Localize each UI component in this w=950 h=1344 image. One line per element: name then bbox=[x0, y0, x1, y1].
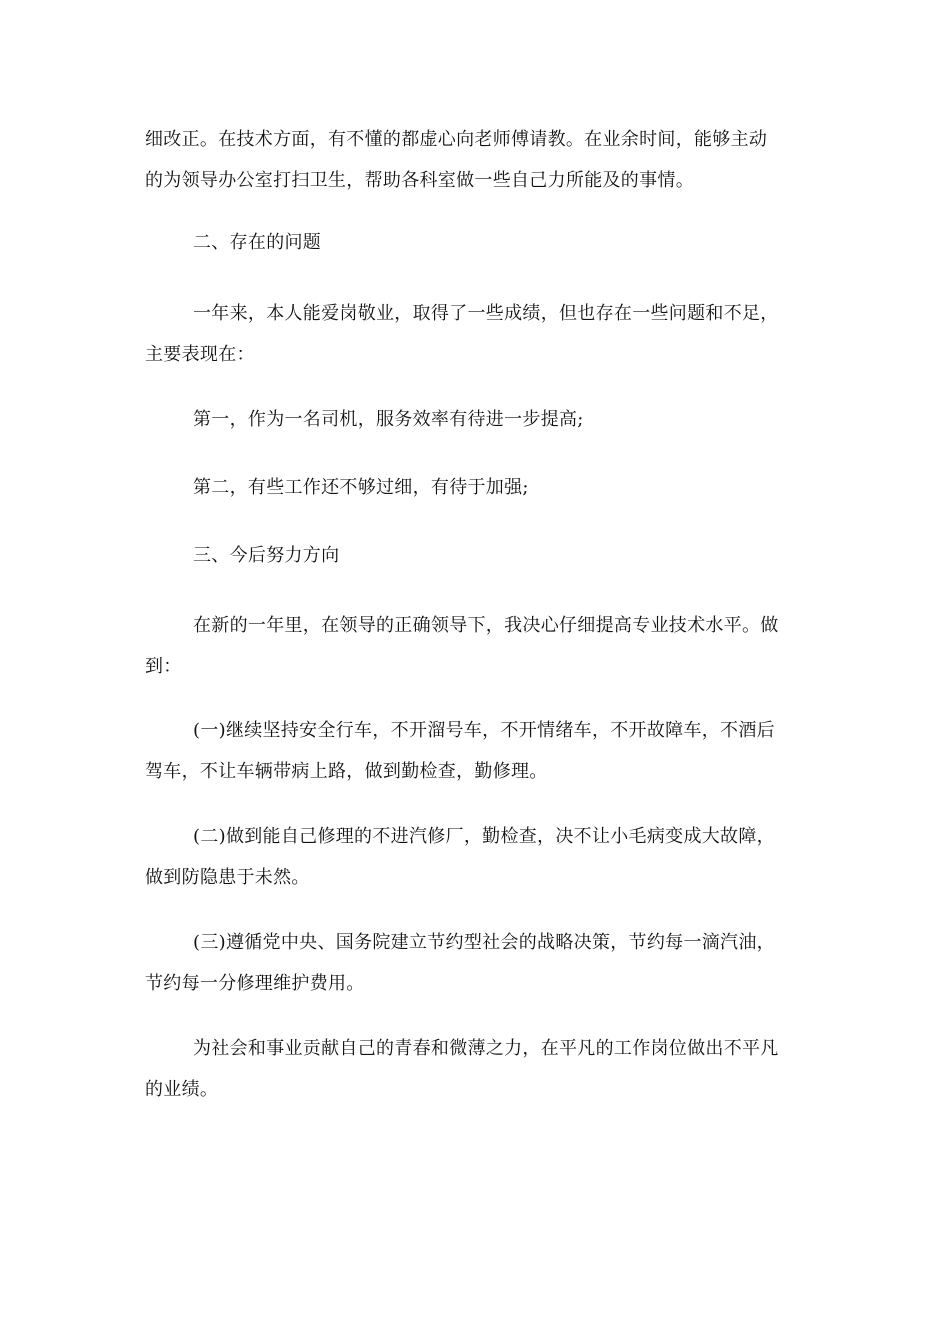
paragraph-line: (一)继续坚持安全行车，不开溜号车，不开情绪车，不开故障车，不酒后 bbox=[193, 720, 775, 741]
paragraph-problem-1 bbox=[145, 399, 811, 440]
paragraph-future-intro bbox=[145, 605, 811, 687]
paragraph-line: (二)做到能自己修理的不进汽修厂，勤检查，决不让小毛病变成大故障， bbox=[193, 826, 775, 847]
paragraph-line: 主要表现在： bbox=[145, 344, 255, 365]
paragraph-closing bbox=[145, 1028, 811, 1110]
heading-line: 三、今后努力方向 bbox=[193, 545, 340, 566]
heading-line: 二、存在的问题 bbox=[193, 232, 322, 253]
paragraph-item-3 bbox=[145, 922, 811, 1004]
paragraph-line: 到： bbox=[145, 656, 182, 677]
paragraph-line: 驾车，不让车辆带病上路，做到勤检查，勤修理。 bbox=[145, 761, 548, 782]
paragraph-line: 做到防隐患于未然。 bbox=[145, 867, 310, 888]
paragraph-line: 节约每一分修理维护费用。 bbox=[145, 973, 365, 994]
paragraph-line: (三)遵循党中央、国务院建立节约型社会的战略决策，节约每一滴汽油， bbox=[193, 932, 775, 953]
paragraph-line: 的业绩。 bbox=[145, 1079, 219, 1100]
paragraph-continuation bbox=[145, 119, 811, 201]
paragraph-line: 第二，有些工作还不够过细，有待于加强; bbox=[193, 477, 529, 498]
paragraph-line: 细改正。在技术方面，有不懂的都虚心向老师傅请教。在业余时间，能够主动 bbox=[145, 129, 768, 150]
paragraph-item-1 bbox=[145, 710, 811, 792]
paragraph-line: 为社会和事业贡献自己的青春和微薄之力，在平凡的工作岗位做出不平凡 bbox=[193, 1038, 779, 1059]
paragraph-item-2 bbox=[145, 816, 811, 898]
paragraph-line: 的为领导办公室打扫卫生，帮助各科室做一些自己力所能及的事情。 bbox=[145, 170, 694, 191]
paragraph-line: 一年来，本人能爱岗敬业，取得了一些成绩，但也存在一些问题和不足， bbox=[193, 303, 779, 324]
section-heading-future-direction bbox=[145, 535, 811, 576]
section-heading-existing-problems bbox=[145, 222, 811, 263]
paragraph-problems-intro bbox=[145, 293, 811, 375]
paragraph-line: 在新的一年里，在领导的正确领导下，我决心仔细提高专业技术水平。做 bbox=[193, 615, 779, 636]
paragraph-line: 第一，作为一名司机，服务效率有待进一步提高; bbox=[193, 409, 584, 430]
paragraph-problem-2 bbox=[145, 467, 811, 508]
